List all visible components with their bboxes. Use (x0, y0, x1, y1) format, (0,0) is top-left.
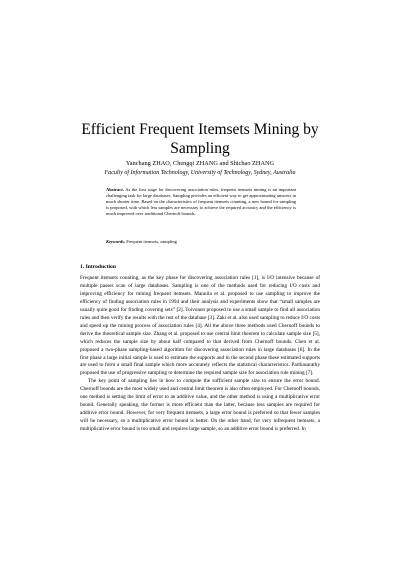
keywords-label: Keywords. (106, 239, 126, 244)
body-text (80, 275, 320, 434)
paragraph: The key point of sampling lies in how to compute the sufficient sample size to ensure the error bound. Chernoff bounds are the most widely used and central limit theorem is also often employed. For Chernoff bounds, one method is setting the limit of error to an additive value, and the other method is using a multiplicative error bound. Generally speaking, the former is more efficient than the latter, because less samples are required for additive error bound. However, for very frequent itemsets, a large error bound is preferred so that fewer samples will be necessary, so a multiplicative error bound is better. On the other hand, for very infrequent itemsets, a multiplicative error bound is too small and requires large sample, so an additive error bound is preferred. In (80, 378, 320, 433)
abstract (106, 187, 296, 217)
keywords (106, 239, 296, 245)
author-list: Yanchang ZHAO, Chengqi ZHANG and Shichao ZHANG (125, 160, 275, 167)
abstract-label: Abstract. (106, 187, 124, 192)
paragraph: Frequent itemsets counting, as the key phase for discovering association rules [1], is I/O intensive because of multiple passes scan of large databases. Sampling is one of the methods used for reducing I/O costs and improving efficiency for mining frequent itemsets. Mannila et al. proposed to use sampling to improve the efficiency of finding association rules in 1994 and their analysis and experiments show that “small samples are usually quite good for finding covering sets” [2]. Toivonen proposed to use a small sample to find all association rules and then verify the results with the rest of the database [3]. Zaki et al. also used sampling to reduce I/O costs and speed up the mining process of association rules [4]. All the above three methods used Chernoff bounds to derive the theoretical sample size. Zhang et al. proposed to use central limit theorem to calculate sample size [5], which reduces the sample size by about half compared to that derived from Chernoff bounds. Chen et al. proposed a two-phase sampling-based algorithm for discovering association rules in large databases [6]. In the first phase a large initial sample is used to estimate the supports and in the second phase these estimated supports are used to form a small final sample which more accurately reflects the statistical characteristics. Parthasarathy proposed the use of progressive sampling to determine the required sample size for association rule mining [7]. (80, 275, 320, 377)
keywords-text: Frequent itemsets, sampling (126, 239, 177, 244)
affiliation: Faculty of Information Technology, University of Technology, Sydney, Australia (104, 170, 296, 176)
paper-title: Efficient Frequent Itemsets Mining by Sampling (81, 121, 319, 157)
abstract-text: As the first stage for discovering association rules, frequent itemsets mining is an important challenging task for large databases. Sampling provides an efficient way to get approximating answers in much shorter time. Based on the characteristics of frequent itemsets counting, a new bound for sampling is proposed, with which less samples are necessary to achieve the required accuracy and the efficiency is much improved over traditional Chernoff bounds. (106, 187, 296, 216)
section-heading-introduction: 1. Introduction (80, 264, 116, 270)
